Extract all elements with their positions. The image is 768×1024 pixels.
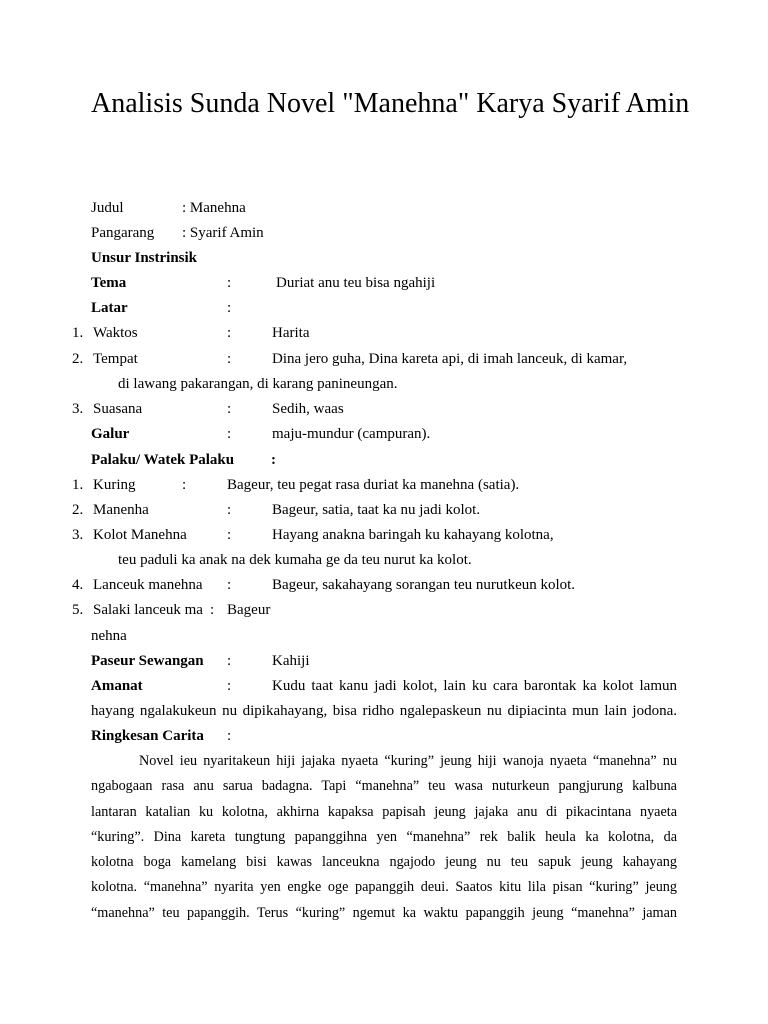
latar-item-value: Harita [272,325,310,341]
palaku-item-continuation: teu paduli ka anak na dek kumaha ge da teu nurut ka kolot. [118,552,472,568]
latar-item-colon: : [227,325,232,341]
latar-item-value: Dina jero guha, Dina kareta api, di imah lanceuk, di kamar, [272,351,628,367]
amanat-value: Kudu taat kanu jadi kolot, lain ku cara barontak ka kolot lamun [272,678,677,694]
latar-item-number: 3. [72,401,84,417]
palaku-heading: Palaku/ Watek Palaku [91,452,235,468]
latar-item-label: Suasana [93,401,143,417]
latar-colon: : [227,300,232,316]
summary-line: kolotna boga kamelang bisi kawas lanceukna ngajodo jeung nu teu sapuk jeung kahayang [91,854,677,870]
palaku-item-number: 4. [72,577,84,593]
tema-colon: : [227,275,232,291]
summary-line: “kuring”. Dina kareta tungtung papanggihna yen “manehna” rek balik heula ka kolotna, da [91,829,677,845]
tema-value: Duriat anu teu bisa ngahiji [276,275,436,291]
ringkesan-colon: : [227,728,232,744]
galur-colon: : [227,426,232,442]
paseur-label: Paseur Sewangan [91,653,204,669]
pangarang-label: Pangarang [91,225,155,241]
latar-item-number: 2. [72,351,84,367]
summary-line: Novel ieu nyaritakeun hiji jajaka nyaeta “kuring” jeung hiji wanoja nyaeta “manehna” nu [139,753,677,769]
palaku-item-label: Lanceuk manehna [93,577,203,593]
palaku-item-label: Kolot Manehna [93,527,187,543]
palaku-item-value: Bageur, sakahayang sorangan teu nurutkeun kolot. [272,577,576,593]
palaku-item-label: Salaki lanceuk ma [93,602,203,618]
paseur-colon: : [227,653,232,669]
galur-value: maju-mundur (campuran). [272,426,431,442]
summary-line: kolotna. “manehna” nyarita yen engke oge papanggih deui. Saatos kitu lila pisan “kuring” jeung [91,879,677,895]
palaku-item-number: 5. [72,602,84,618]
palaku-colon: : [271,452,276,468]
palaku-item-colon: : [227,527,232,543]
tema-label: Tema [91,275,127,291]
latar-item-colon: : [227,351,232,367]
pangarang-value: : Syarif Amin [182,225,264,241]
palaku-item-continuation: nehna [91,628,127,644]
latar-item-value: Sedih, waas [272,401,344,417]
palaku-item-number: 3. [72,527,84,543]
summary-line: ngabogaan rasa anu sarua badagna. Tapi “manehna” teu wasa nuturkeun pangjurung kalbuna [91,778,677,794]
document-title: Analisis Sunda Novel "Manehna" Karya Syarif Amin [91,88,690,119]
latar-item-label: Waktos [93,325,138,341]
palaku-item-number: 2. [72,502,84,518]
amanat-colon: : [227,678,232,694]
latar-label: Latar [91,300,128,316]
unsur-heading: Unsur Instrinsik [91,250,198,266]
palaku-item-value: Bageur [227,602,271,618]
paseur-value: Kahiji [272,653,310,669]
amanat-label: Amanat [91,678,143,694]
amanat-continuation: hayang ngalakukeun nu dipikahayang, bisa ridho ngalepaskeun nu dipiacinta mun lain jodona. [91,703,677,719]
palaku-item-number: 1. [72,477,84,493]
ringkesan-label: Ringkesan Carita [91,728,204,744]
palaku-item-label: Manenha [93,502,149,518]
palaku-item-colon: : [210,602,215,618]
summary-line: lantaran katalian ku kolotna, akhirna kapaksa papisah jeung jajaka anu di pikacintana nyaeta [91,804,677,820]
palaku-item-colon: : [182,477,187,493]
judul-label: Judul [91,200,124,216]
summary-line: “manehna” teu papanggih. Terus “kuring” ngemut ka waktu papanggih jeung “manehna” jaman [91,905,677,921]
latar-item-label: Tempat [93,351,138,367]
palaku-item-value: Bageur, teu pegat rasa duriat ka manehna (satia). [227,477,520,493]
palaku-item-colon: : [227,577,232,593]
palaku-item-colon: : [227,502,232,518]
galur-label: Galur [91,426,130,442]
latar-item-number: 1. [72,325,84,341]
latar-item-continuation: di lawang pakarangan, di karang panineungan. [118,376,398,392]
palaku-item-value: Hayang anakna baringah ku kahayang kolotna, [272,527,554,543]
palaku-item-label: Kuring [93,477,136,493]
judul-value: : Manehna [182,200,246,216]
latar-item-colon: : [227,401,232,417]
palaku-item-value: Bageur, satia, taat ka nu jadi kolot. [272,502,481,518]
